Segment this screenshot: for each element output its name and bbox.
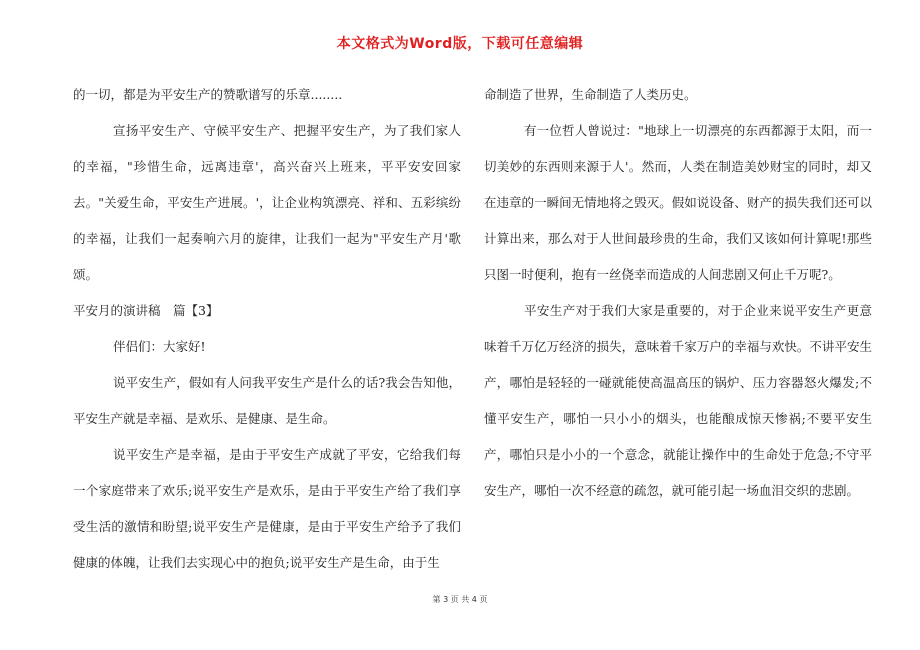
left-paragraph-1: 的一切，都是为平安生产的赞歌谱写的乐章........ <box>73 87 343 102</box>
left-paragraph-5: 说平安生产是幸福，是由于平安生产成就了平安，它给我们每一个家庭带来了欢乐;说平安生产是欢乐，是由于平安生产给了我们享受生活的激情和盼望;说平安生产是健康，是由于平安生产给予了我们健康的体魄，让我们去实现心中的抱负;说平安生产是生命，由于生 <box>73 447 461 570</box>
right-column <box>484 77 872 509</box>
left-paragraph-2: 宣扬平安生产、守候平安生产、把握平安生产，为了我们家人的幸福，"珍惜生命，远离违章'，高兴奋兴上班来，平平安安回家去。"关爱生命，平安生产进展。'，让企业构筑漂亮、祥和、五彩缤纷的幸福，让我们一起奏响六月的旋律，让我们一起为"平安生产月'歌颂。 <box>73 123 461 282</box>
section-heading: 平安月的演讲稿 篇【3】 <box>73 303 219 318</box>
right-paragraph-1: 命制造了世界，生命制造了人类历史。 <box>484 87 697 102</box>
left-paragraph-4: 说平安生产，假如有人问我平安生产是什么的话?我会告知他，平安生产就是幸福、是欢乐、是健康、是生命。 <box>73 375 461 426</box>
right-paragraph-3: 平安生产对于我们大家是重要的，对于企业来说平安生产更意味着千万亿万经济的损失，意味着千家万户的幸福与欢快。不讲平安生产，哪怕是轻轻的一碰就能使高温高压的锅炉、压力容器怒火爆发;不懂平安生产，哪怕一只小小的烟头，也能酿成惊天惨祸;不要平安生产，哪怕只是小小的一个意念，就能让操作中的生命处于危急;不守平安生产，哪怕一次不经意的疏忽，就可能引起一场血泪交织的悲剧。 <box>484 303 872 498</box>
format-banner: 本文格式为Word版，下载可任意编辑 <box>336 36 584 52</box>
right-paragraph-2: 有一位哲人曾说过："地球上一切漂亮的东西都源于太阳，而一切美妙的东西则来源于人'。然而，人类在制造美妙财宝的同时，却又在违章的一瞬间无情地将之毁灭。假如说设备、财产的损失我们还可以计算出来，那么对于人世间最珍贵的生命，我们又该如何计算呢!那些只图一时便利，抱有一丝侥幸而造成的人间悲剧又何止千万呢?。 <box>484 123 872 282</box>
page-number-footer: 第 3 页 共 4 页 <box>432 595 488 604</box>
left-column <box>73 77 461 581</box>
left-paragraph-greeting: 伴侣们：大家好! <box>113 339 206 354</box>
